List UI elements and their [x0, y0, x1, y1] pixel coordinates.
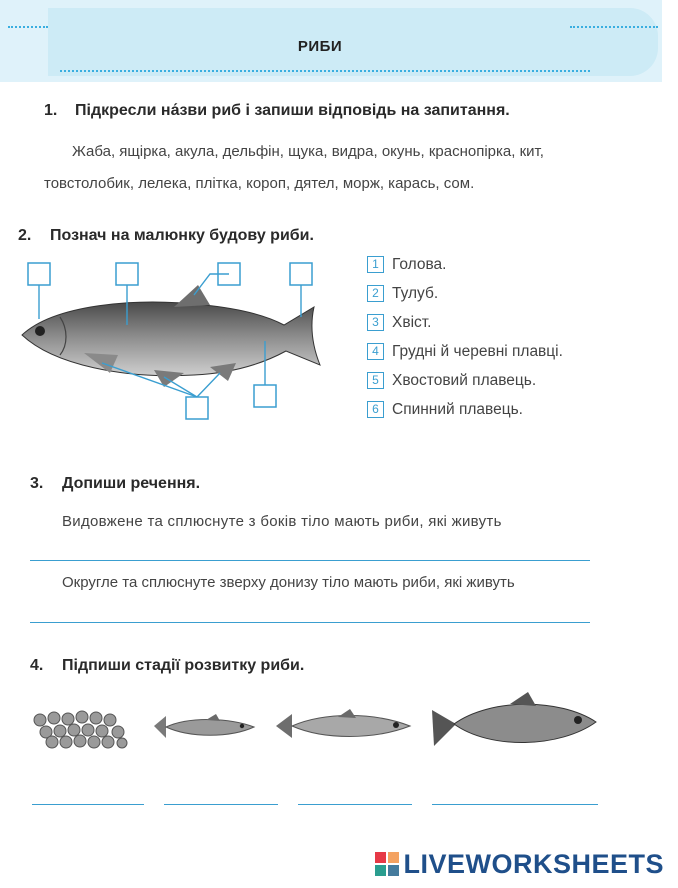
stage-answer-line-2[interactable] — [164, 804, 278, 805]
task2-number: 2. — [18, 227, 32, 244]
task4-title: Підпиши стадії розвитку риби. — [62, 657, 305, 674]
legend-item — [367, 401, 563, 430]
liveworksheets-logo — [375, 849, 664, 880]
task1-title: Підкресли на́зви риб і запиши відповідь на запитання. — [75, 102, 510, 119]
legend-number: 5 — [367, 372, 384, 389]
banner-dots-right — [570, 26, 658, 28]
adult-fish-image — [430, 690, 600, 758]
fish-diagram — [14, 255, 344, 435]
young-fish-image — [274, 706, 412, 748]
stage-answer-line-3[interactable] — [298, 804, 412, 805]
page-title: РИБИ — [297, 38, 343, 55]
banner-dots-bottom — [60, 70, 590, 72]
legend-number: 1 — [367, 256, 384, 273]
fish-eggs-image — [30, 708, 132, 750]
label-box-5 — [186, 397, 208, 419]
task1-text-line1: Жаба, ящірка, акула, дельфін, щука, видра, окунь, краснопірка, кит, — [72, 143, 544, 160]
label-box-6 — [254, 385, 276, 407]
task1-number: 1. — [44, 102, 58, 119]
legend-number: 6 — [367, 401, 384, 418]
answer-line-2[interactable] — [30, 622, 590, 623]
legend-label: Грудні й черевні плавці. — [392, 343, 563, 360]
task3-title: Допиши речення. — [62, 475, 201, 492]
label-box-2 — [116, 263, 138, 285]
task1-text-line2: товстолобик, лелека, плітка, короп, дятел, морж, карась, сом. — [44, 175, 475, 192]
structure-legend — [367, 256, 563, 430]
dorsal-fin-shape — [174, 285, 210, 307]
label-box-4 — [290, 263, 312, 285]
legend-number: 2 — [367, 285, 384, 302]
legend-label: Спинний плавець. — [392, 401, 523, 418]
banner-dots-left — [8, 26, 48, 28]
legend-item — [367, 256, 563, 285]
legend-item — [367, 343, 563, 372]
legend-label: Голова. — [392, 256, 447, 273]
legend-item — [367, 372, 563, 401]
stage-answer-line-4[interactable] — [432, 804, 598, 805]
legend-label: Хвіст. — [392, 314, 432, 331]
fish-image — [22, 285, 320, 387]
stage-answer-line-1[interactable] — [32, 804, 144, 805]
answer-line-1[interactable] — [30, 560, 590, 561]
brand-text: LIVEWORKSHEETS — [403, 849, 664, 879]
task4-number: 4. — [30, 657, 44, 674]
legend-label: Тулуб. — [392, 285, 439, 302]
legend-label: Хвостовий плавець. — [392, 372, 537, 389]
task3-sentence1: Видовжене та сплюснуте з боків тіло мають риби, які живуть — [62, 513, 502, 530]
legend-number: 3 — [367, 314, 384, 331]
task3-sentence2: Округле та сплюснуте зверху донизу тіло мають риби, які живуть — [62, 574, 515, 591]
legend-item — [367, 285, 563, 314]
legend-item — [367, 314, 563, 343]
label-box-1 — [28, 263, 50, 285]
task3-number: 3. — [30, 475, 44, 492]
fish-fry-image — [150, 712, 256, 744]
legend-number: 4 — [367, 343, 384, 360]
liveworksheets-icon — [375, 852, 399, 876]
task2-title: Познач на малюнку будову риби. — [50, 227, 314, 244]
